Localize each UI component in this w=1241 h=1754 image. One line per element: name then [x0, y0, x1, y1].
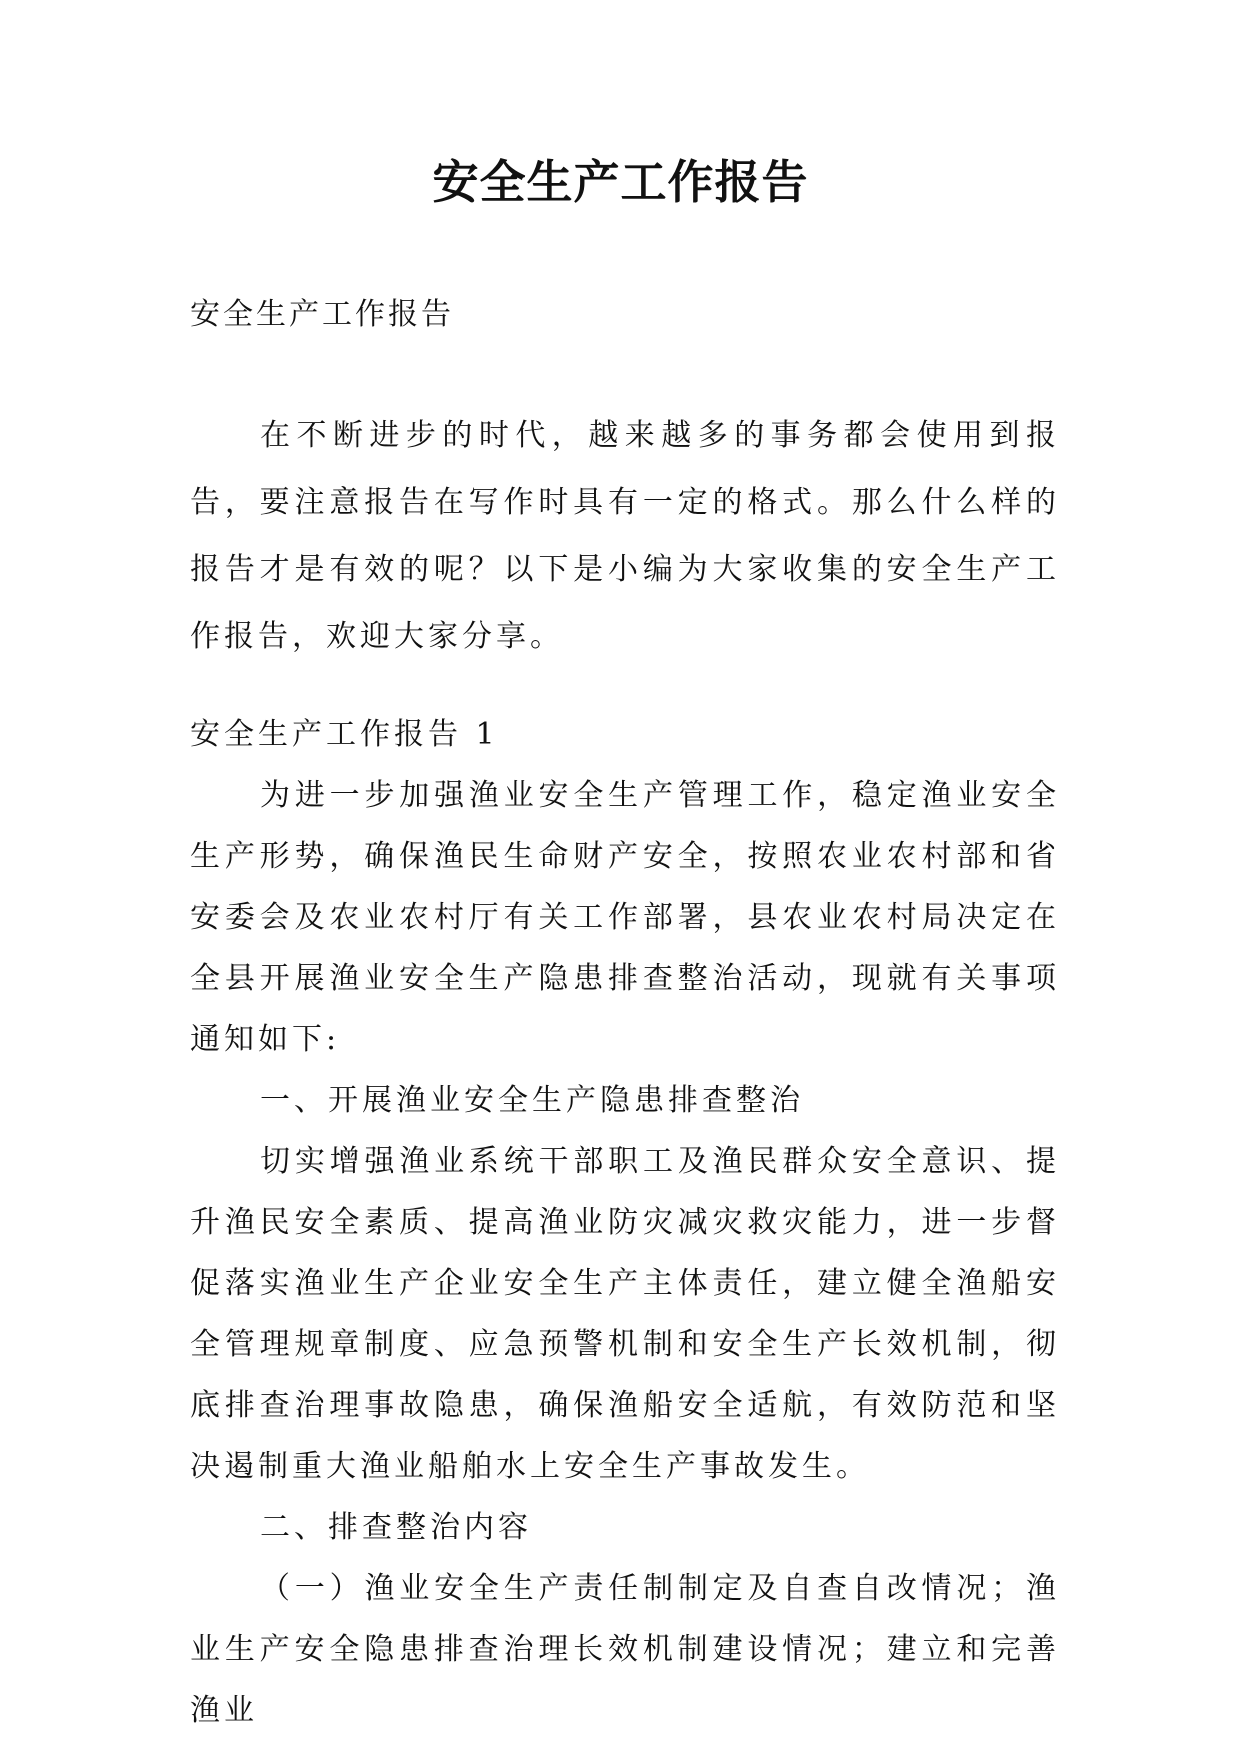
body-paragraph: 为进一步加强渔业安全生产管理工作，稳定渔业安全生产形势，确保渔民生命财产安全，按照农业农村部和省安委会及农业农村厅有关工作部署，县农业农村局决定在全县开展渔业安全生产隐患排查整治活动，现就有关事项通知如下:	[190, 778, 1060, 1057]
document-title: 安全生产工作报告	[432, 155, 809, 209]
section-heading: 安全生产工作报告 1	[190, 717, 499, 752]
body-heading: 二、排查整治内容	[260, 1510, 532, 1545]
intro-section	[190, 402, 1060, 670]
report-1-section	[190, 704, 1060, 1741]
document-subtitle: 安全生产工作报告	[190, 297, 454, 332]
body-heading: 一、开展渔业安全生产隐患排查整治	[260, 1083, 804, 1118]
intro-paragraph: 在不断进步的时代，越来越多的事务都会使用到报告，要注意报告在写作时具有一定的格式。那么什么样的报告才是有效的呢？以下是小编为大家收集的安全生产工作报告，欢迎大家分享。	[190, 418, 1060, 654]
body-paragraph: （一）渔业安全生产责任制制定及自查自改情况；渔业生产安全隐患排查治理长效机制建设情况；建立和完善渔业	[190, 1571, 1060, 1728]
body-paragraph: 切实增强渔业系统干部职工及渔民群众安全意识、提升渔民安全素质、提高渔业防灾减灾救灾能力，进一步督促落实渔业生产企业安全生产主体责任，建立健全渔船安全管理规章制度、应急预警机制和安全生产长效机制，彻底排查治理事故隐患，确保渔船安全适航，有效防范和坚决遏制重大渔业船舶水上安全生产事故发生。	[190, 1144, 1060, 1484]
